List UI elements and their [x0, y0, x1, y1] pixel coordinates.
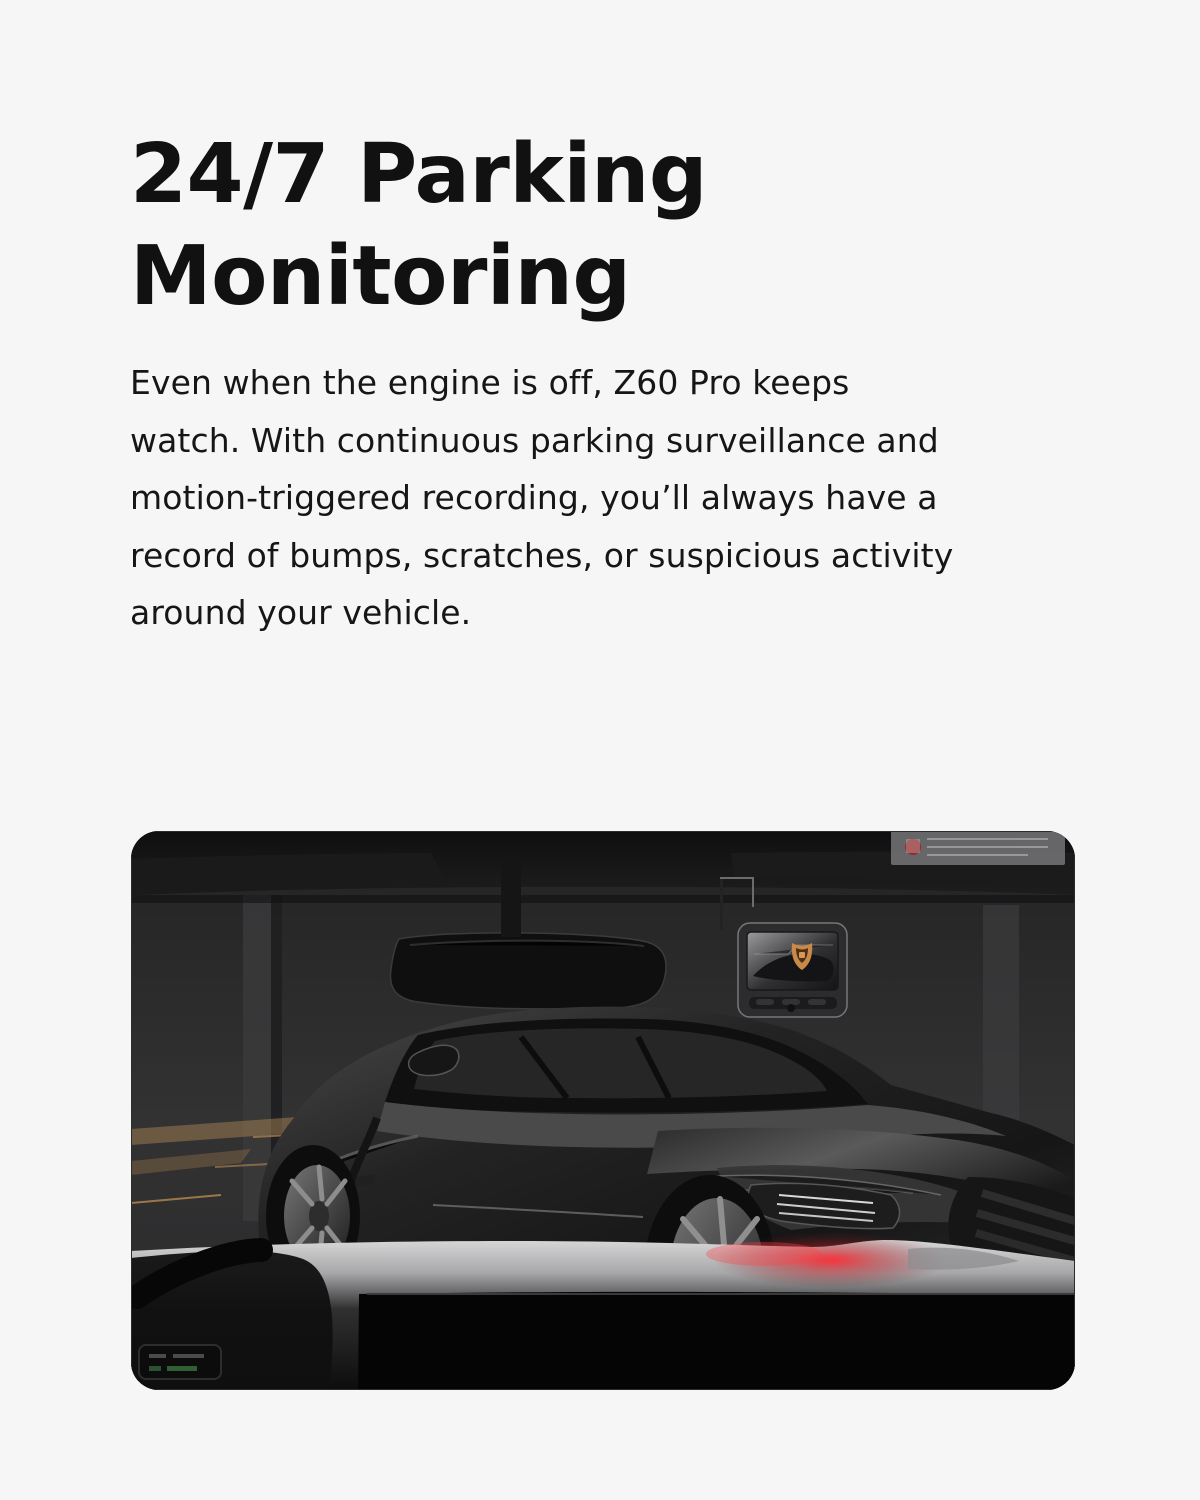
page-title-line-2: Monitoring — [130, 229, 631, 324]
dashboard — [131, 1232, 1075, 1390]
garage-scene-svg — [131, 831, 1075, 1390]
ceiling-sign — [891, 831, 1065, 865]
feature-description — [130, 354, 1050, 642]
feature-description-line-1: Even when the engine is off, Z60 Pro keeps — [130, 363, 850, 402]
hero-header — [130, 124, 1070, 328]
page-title-line-1: 24/7 Parking — [130, 127, 708, 222]
feature-description-line-5: around your vehicle. — [130, 593, 472, 632]
feature-description-line-2: watch. With continuous parking surveillance and — [130, 420, 939, 460]
page-title — [130, 124, 1070, 328]
feature-description-line-3: motion-triggered recording, you’ll always have a — [130, 478, 938, 517]
parking-monitoring-illustration — [131, 831, 1075, 1390]
feature-description-line-4: record of bumps, scratches, or suspicious activity — [130, 535, 954, 575]
